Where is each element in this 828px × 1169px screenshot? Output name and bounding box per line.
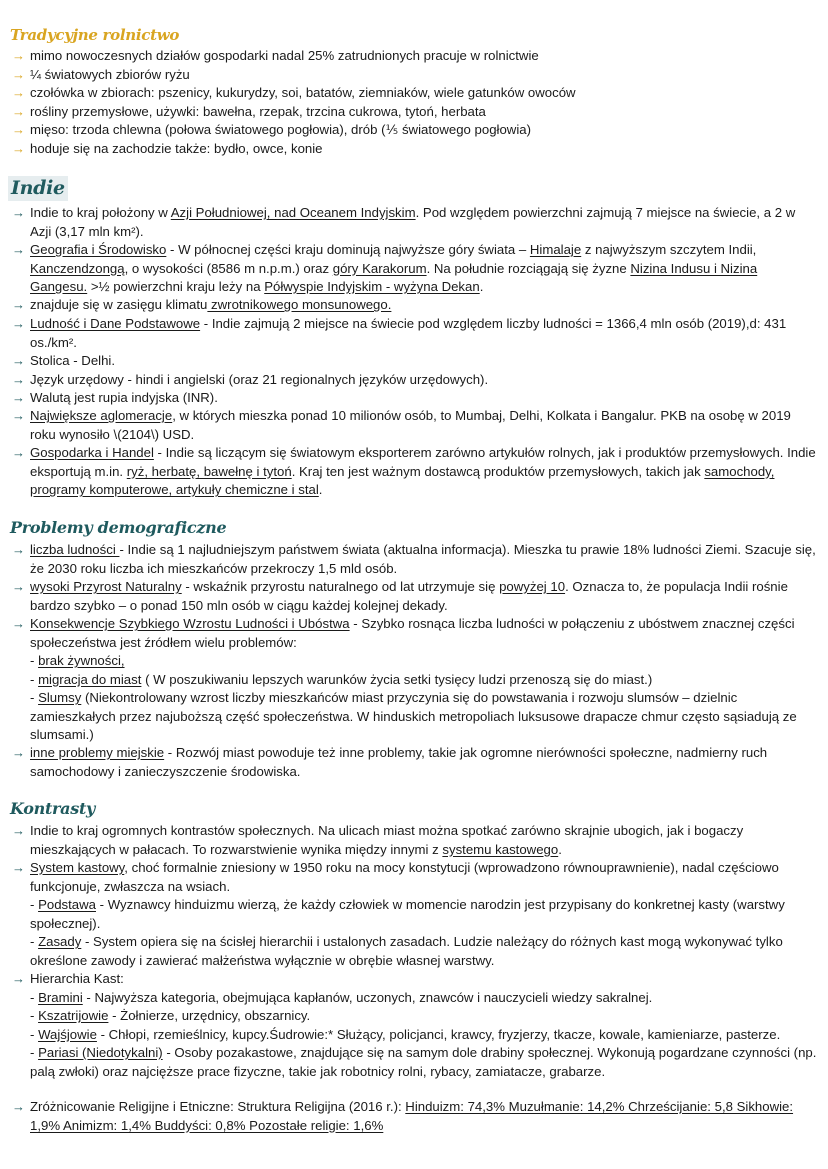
sub-item: - brak żywności, — [30, 653, 125, 668]
list-item: → Stolica - Delhi. — [12, 352, 818, 371]
list-item: → Ludność i Dane Podstawowe - Indie zajmują 2 miejsce na świecie pod względem liczby ludności = 1366,4 mln osób (2019),d: 431 os./km². — [12, 316, 787, 350]
list-item: → znajduje się w zasięgu klimatu zwrotnikowego monsunowego. — [12, 296, 818, 315]
arrow-right-icon: → — [12, 542, 25, 557]
arrow-right-icon: → — [12, 48, 25, 63]
arrow-right-icon: → — [12, 408, 25, 423]
list-item: → Indie to kraj położony w Azji Południowej, nad Oceanem Indyjskim. Pod względem powierzchni zajmują 7 miejsce na świecie, a 2 w Azji (3,17 mln km²). — [12, 205, 796, 239]
arrow-right-icon: → — [12, 85, 25, 100]
arrow-right-icon: → — [12, 371, 25, 387]
heading-indie: Indie — [8, 176, 68, 201]
link-azja-poludniowa: Azji Południowej, nad Oceanem Indyjskim — [170, 205, 416, 220]
list-item: → Język urzędowy - hindi i angielski (oraz 21 regionalnych języków urzędowych). — [12, 371, 818, 390]
list-item: → Zróżnicowanie Religijne i Etniczne: Struktura Religijna (2016 r.): Hinduizm: 74,3% Muzułmanie: 14,2% Chrześcijanie: 5,8 Sikhowie: 1,9% Animizm: 1,4% Buddyści: 0,8% Pozostałe religie: 1,6% — [12, 1099, 794, 1133]
list-item: → rośliny przemysłowe, używki: bawełna, rzepak, trzcina cukrowa, tytoń, herbata — [12, 103, 818, 122]
list-item: → liczba ludności - Indie są 1 najludniejszym państwem świata (aktualna informacja). Mieszka tu prawie 18% ludności Ziemi. Szacuje się, że 2030 roku liczba ich mieszkańców przekroczy 1,5 mld osób. — [12, 542, 816, 576]
sub-item: - Zasady - System opiera się na ścisłej hierarchii i ustalonych zasadach. Ludzie należący do różnych kast mogą wykonywać tylko określone zawody i zawierać małżeństwa wyłącznie w obrębie własnej warstwy. — [30, 934, 783, 968]
list-item: → Walutą jest rupia indyjska (INR). — [12, 389, 818, 408]
arrow-right-icon: → — [12, 140, 25, 156]
list-item: → mięso: trzoda chlewna (połowa światowego pogłowia), drób (⅕ światowego pogłowia) — [12, 121, 818, 140]
list-item: → ¼ światowych zbiorów ryżu — [12, 66, 818, 85]
sub-item: - Slumsy (Niekontrolowany wzrost liczby mieszkańców miast przyczynia się do powstawania i rozwoju slumsów – dzielnic zamieszkałych przez najuboższą część społeczeństwa. W hinduskich metropoliach luksusowe drapacze chmur często sąsiadują ze slumsami.) — [30, 690, 797, 742]
arrow-right-icon: → — [12, 316, 25, 331]
arrow-right-icon: → — [12, 66, 25, 82]
list-item: → hoduje się na zachodzie także: bydło, owce, konie — [12, 140, 818, 159]
arrow-right-icon: → — [12, 579, 25, 594]
arrow-right-icon: → — [12, 353, 25, 368]
arrow-right-icon: → — [12, 971, 25, 986]
arrow-right-icon: → — [12, 103, 25, 119]
arrow-right-icon: → — [12, 297, 25, 312]
heading-kontrasty: Kontrasty — [10, 799, 96, 818]
list-item: → Geografia i Środowisko - W północnej części kraju dominują najwyższe góry świata – Himalaje z najwyższym szczytem Indii, Kanczendzongą, o wysokości (8586 m n.p.m.) oraz góry Karakorum. Na południe rozciągają się żyzne Nizina Indusu i Nizina Gangesu. >½ powierzchni kraju leży na Półwyspie Indyjskim - wyżyna Dekan. — [12, 242, 758, 294]
list-item: → inne problemy miejskie - Rozwój miast powoduje też inne problemy, takie jak ogromne nierówności społeczne, nadmierny ruch samochodowy i zanieczyszczenie środowiska. — [12, 745, 768, 779]
list-item: → czołówka w zbiorach: pszenicy, kukurydzy, soi, batatów, ziemniaków, wiele gatunków owoców — [12, 84, 818, 103]
arrow-right-icon: → — [12, 390, 25, 405]
heading-tradycyjne-rolnictwo: Tradycyjne rolnictwo — [10, 26, 180, 44]
arrow-right-icon: → — [12, 860, 25, 875]
list-item: → mimo nowoczesnych działów gospodarki nadal 25% zatrudnionych pracuje w rolnictwie — [12, 47, 818, 66]
arrow-right-icon: → — [12, 1099, 25, 1114]
sub-item: - Wajśjowie - Chłopi, rzemieślnicy, kupcy.Śudrowie:* Służący, policjanci, krawcy, fryzjerzy, tkacze, kowale, kamieniarze, pasterze. — [30, 1026, 781, 1042]
sub-item: - Podstawa - Wyznawcy hinduizmu wierzą, że każdy człowiek w momencie narodzin jest przypisany do konkretnej kasty (warstwy społecznej). — [30, 897, 785, 931]
list-item: → System kastowy, choć formalnie zniesiony w 1950 roku na mocy konstytucji (wprowadzono równouprawnienie), nadal częściowo funkcjonuje, zwłaszcza na wsiach. - Podstawa - Wyznawcy hinduizmu wierzą, że każdy człowiek w momencie narodzin jest przypisany do konkretnej kasty (warstwy społecznej). - Zasady - System opiera się na ścisłej hierarchii i ustalonych zasadach. Ludzie należący do różnych kast mogą wykonywać tylko określone zawody i zawierać małżeństwa wyłącznie w obrębie własnej warstwy. — [12, 859, 818, 970]
arrow-right-icon: → — [12, 445, 25, 460]
arrow-right-icon: → — [12, 745, 25, 760]
list-item: → Konsekwencje Szybkiego Wzrostu Ludności i Ubóstwa - Szybko rosnąca liczba ludności w połączeniu z ubóstwem znacznej części społeczeństwa jest źródłem wielu problemów: - brak żywności, - migracja do miast ( W poszukiwaniu lepszych warunków życia setki tysięcy ludzi przenoszą się do miast.) - Slumsy (Niekontrolowany wzrost liczby mieszkańców miast przyczynia się do powstawania i rozwoju slumsów – dzielnic zamieszkałych przez najuboższą część społeczeństwa. W hinduskich metropoliach luksusowe drapacze chmur często sąsiadują ze slumsami.) — [12, 615, 818, 745]
list-item: → Gospodarka i Handel - Indie są liczącym się światowym eksporterem zarówno artykułów rolnych, jak i produktów przemysłowych. Indie eksportują m.in. ryż, herbatę, bawełnę i tytoń. Kraj ten jest ważnym dostawcą produktów przemysłowych, takich jak samochody, programy komputerowe, artykuły chemiczne i stal. — [12, 445, 816, 497]
arrow-right-icon: → — [12, 242, 25, 257]
heading-problemy-demograficzne: Problemy demograficzne — [10, 518, 227, 537]
list-item: → wysoki Przyrost Naturalny - wskaźnik przyrostu naturalnego od lat utrzymuje się powyżej 10. Oznacza to, że populacja Indii rośnie bardzo szybko – o ponad 150 mln osób w ciągu każdej kolejnej dekady. — [12, 579, 788, 613]
sub-item: - migracja do miast ( W poszukiwaniu lepszych warunków życia setki tysięcy ludzi przenoszą się do miast.) — [30, 671, 653, 687]
arrow-right-icon: → — [12, 616, 25, 631]
arrow-right-icon: → — [12, 823, 25, 838]
sub-item: - Pariasi (Niedotykalni) - Osoby pozakastowe, znajdujące się na samym dole drabiny społecznej. Wykonują pogardzane czynności (np. palą zwłoki) oraz najcięższe prace fizyczne, takie jak robotnicy rolni, rybacy, zamiatacze, grabarze. — [30, 1045, 817, 1079]
sub-item: - Kszatrijowie - Żołnierze, urzędnicy, obszarnicy. — [30, 1008, 311, 1023]
arrow-right-icon: → — [12, 122, 25, 137]
list-item: → Hierarchia Kast: - Bramini - Najwyższa kategoria, obejmująca kapłanów, uczonych, znawców i nauczycieli wiedzy sakralnej. - Kszatrijowie - Żołnierze, urzędnicy, obszarnicy. - Wajśjowie - Chłopi, rzemieślnicy, kupcy.Śudrowie:* Służący, policjanci, krawcy, fryzjerzy, tkacze, kowale, kamieniarze, pasterze. - Pariasi (Niedotykalni) - Osoby pozakastowe, znajdujące się na samym dole drabiny społecznej. Wykonują pogardzane czynności (np. palą zwłoki) oraz najcięższe prace fizyczne, takie jak robotnicy rolni, rybacy, zamiatacze, grabarze. — [12, 970, 818, 1081]
list-item: → Indie to kraj ogromnych kontrastów społecznych. Na ulicach miast można spotkać zarówno skrajnie ubogich, jak i bogaczy mieszkających w pałacach. To rozwarstwienie wynika między innymi z systemu kastowego. — [12, 823, 744, 857]
sub-item: - Bramini - Najwyższa kategoria, obejmująca kapłanów, uczonych, znawców i nauczycieli wiedzy sakralnej. — [30, 989, 653, 1005]
list-item: → Największe aglomeracje, w których mieszka ponad 10 milionów osób, to Mumbaj, Delhi, Kolkata i Bangalur. PKB na osobę w 2019 roku wynosiło \(2104\) USD. — [12, 408, 791, 442]
arrow-right-icon: → — [12, 205, 25, 220]
